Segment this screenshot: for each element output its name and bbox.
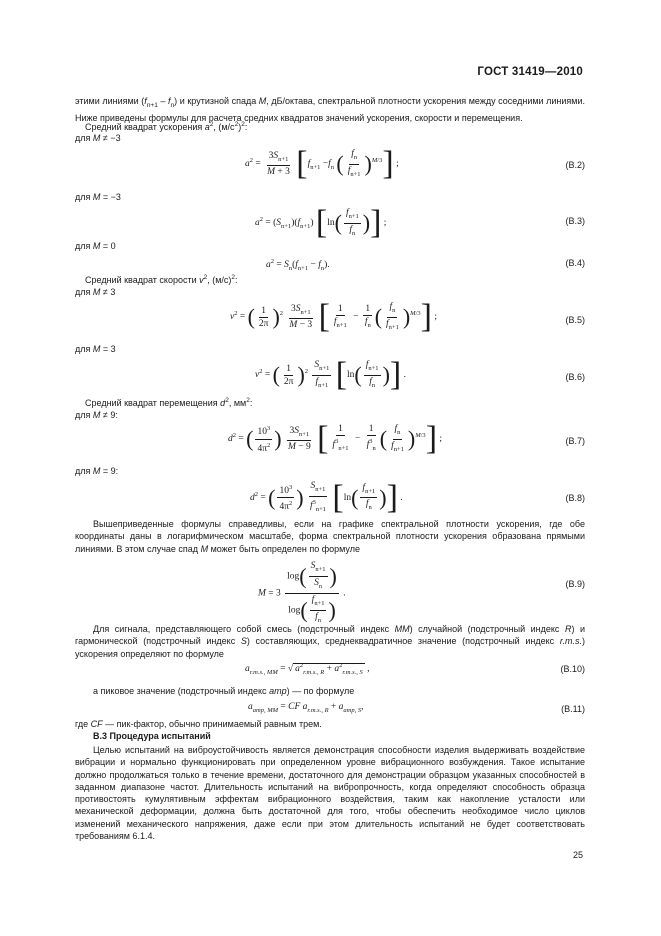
eqnum-b5: (B.5)	[565, 315, 585, 325]
equation-b7: $d^2$ = ( $\frac{10^3}{4\pi^2}$ ) $\frac{3S_{n+1}}{M - 9}$ [ $\frac{1}{f^3_{n+1}}$ − $\frac{1}{f^3_n}$ ( $\frac{f_n}{f_{n+1}}$ )$^{M/3}$] ;	[228, 420, 443, 457]
cond-m-minus3: для M = −3	[75, 192, 121, 202]
eqnum-b4: (B.4)	[565, 258, 585, 268]
crest-factor-sentence: где CF — пик-фактор, обычно принимаемый равным трем.	[75, 719, 322, 729]
equation-b2: $a^2$ = $\frac{3S_{n+1}}{M + 3}$ [$f_{n+1} -f_n$ ( $\frac{f_n}{f_{n+1}}$ )$^{M/3}$] ;	[245, 145, 399, 182]
cond-m-zero: для M = 0	[75, 241, 116, 251]
equation-b5: $v^2$ = ( $\frac{1}{2\pi}$ )$^2$ $\frac{3S_{n+1}}{M - 3}$ [ $\frac{1}{f_{n+1}}$ − $\frac{1}{f_n}$ ( $\frac{f_n}{f_{n+1}}$ )$^{M/3}$] ;	[230, 298, 437, 335]
section-title: В.3 Процедура испытаний	[93, 731, 211, 741]
velocity-heading: Средний квадрат скорости $v^2$, $(м/с)^2$:	[75, 274, 238, 285]
equation-b10: $a_{r.m.s., MM}$ = √ $a^2_{r.m.s., R} + a^2_{r.m.s., S}$ ,	[245, 662, 370, 677]
equation-b4: $a^2 = S_n(f_{n+1} - f_n)$.	[266, 258, 330, 273]
page-number: 25	[572, 850, 583, 860]
cond-m-not9: для M ≠ 9:	[75, 410, 118, 420]
standard-header: ГОСТ 31419—2010	[477, 66, 583, 78]
cond-m9: для M = 9:	[75, 466, 119, 476]
equation-b3: $a^2 = (S_{n+1})(f_{n+1})$ [ln( $\frac{f_{n+1}}{f_n}$ )] ;	[255, 204, 387, 241]
eqnum-b7: (B.7)	[565, 436, 585, 446]
eqnum-b10: (B.10)	[560, 664, 585, 674]
procedure-paragraph: Целью испытаний на виброустойчивость является демонстрация способности изделия выдерживать воздействие вибрации и нормально функционировать при определенном уровне вибрационного возбуждения. Такое испытание должно продолжаться только в течение времени, достаточного для демонстрации образцом указанных способностей в заданном диапазоне частот. Длительность испытаний на вибропрочность, когда определяют способность образца противостоять кумулятивным эффектам вибрационного воздействия, таким как накопление усталости или механической деформации, должна быть достаточной для того, чтобы обеспечить необходимое число циклов изменений механического напряжения, даже если при этом длительность испытаний не будет соответствовать требованиям 6.1.4.	[75, 745, 585, 842]
eqnum-b11: (B.11)	[561, 704, 585, 714]
peak-sentence: а пиковое значение (подстрочный индекс amp) — по формуле	[93, 686, 355, 696]
equation-b11: $a_{amp, MM}$ = CF $a_{r.m.s., R} + a_{amp, S}$,	[248, 702, 364, 714]
validity-paragraph: Вышеприведенные формулы справедливы, если на графике спектральной плотности ускорения, где обе координаты даны в логарифмическом масштабе, форма спектральной плотности ускорения образована прямыми линиями. В этом случае спад M может быть определен по формуле	[75, 519, 585, 554]
cond-m-not-minus3: для M ≠ −3	[75, 133, 121, 143]
eqnum-b3: (B.3)	[565, 216, 585, 226]
cond-m-not3: для M ≠ 3	[75, 287, 116, 297]
eqnum-b2: (B.2)	[565, 160, 585, 170]
eqnum-b6: (B.6)	[565, 372, 585, 382]
accel-heading: Средний квадрат ускорения $a^2$, $(м/с^2)^2$:	[75, 121, 248, 132]
equation-b6: $v^2$ = ( $\frac{1}{2\pi}$ )$^2$ $\frac{S_{n+1}}{f_{n+1}}$ [ln( $\frac{f_{n+1}}{f_n}$ )] .	[255, 356, 406, 393]
eqnum-b8: (B.8)	[565, 493, 585, 503]
displacement-heading: Средний квадрат перемещения $d^2$, $мм^2$:	[75, 397, 253, 408]
eqnum-b9: (B.9)	[565, 579, 585, 589]
equation-b9: M = 3 log( $\frac{S_{n+1}}{S_n}$ ) log( $\frac{f_{n+1}}{f_n}$ ) .	[258, 561, 346, 624]
cond-m3: для M = 3	[75, 344, 116, 354]
equation-b8: $d^2$ = ( $\frac{10^3}{4\pi^2}$ ) $\frac{S_{n+1}}{f^3_{n+1}}$ [ln( $\frac{f_{n+1}}{f_n}$ )] .	[250, 478, 403, 516]
intro-paragraph: этими линиями $(f_{n+1} - f_n)$ и крутизной спада M, дБ/октава, спектральной плотности ускорения между соседними линиями. Ниже приведены формулы для расчета средних квадратов значений ускорения, скорости и перемещения.	[75, 96, 586, 124]
mixed-signal-paragraph: Для сигнала, представляющего собой смесь (подстрочный индекс MM) случайной (подстрочный индекс R) и гармонической (подстрочный индекс S) составляющих, среднеквадратичное значение (подстрочный индекс r.m.s.) ускорения определяют по формуле	[75, 624, 585, 659]
